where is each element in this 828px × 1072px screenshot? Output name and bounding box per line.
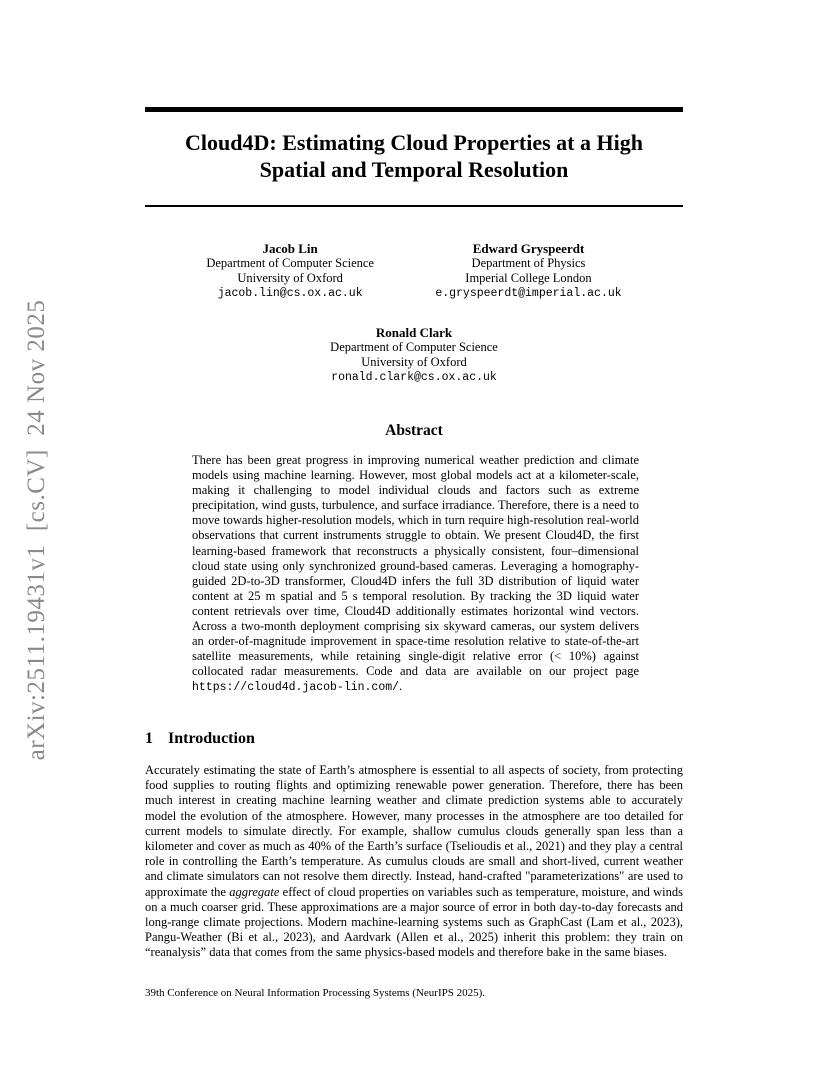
paper-title-line1: Cloud4D: Estimating Cloud Properties at a High [185, 130, 643, 155]
section-number: 1 [145, 730, 153, 747]
abstract-closing-period: . [399, 679, 403, 694]
author-email: ronald.clark@cs.ox.ac.uk [331, 371, 497, 384]
author-name: Edward Gryspeerdt [472, 241, 585, 256]
author-department: Department of Computer Science [206, 256, 374, 270]
introduction-paragraph [145, 763, 683, 961]
title-rule-top [145, 107, 683, 112]
abstract-text [192, 453, 639, 696]
authors-row [145, 241, 683, 301]
arxiv-watermark: arXiv:2511.19431v1 [cs.CV] 24 Nov 2025 [23, 299, 50, 761]
abstract-heading: Abstract [385, 422, 443, 439]
abstract-body-text: There has been great progress in improving numerical weather prediction and climate models using machine learning. However, most global models act at a kilometer-scale, making it challenging to model individual clouds and factors such as extreme precipitation, wind gusts, turbulence, and surface irradiance. Therefore, there is a need to move towards higher-resolution models, which in turn require high-resolution real-world observations that current instruments struggle to obtain. We present Cloud4D, the first learning-based framework that reconstructs a physically consistent, four–dimensional cloud state using only synchronized ground-based cameras. Leveraging a homography-guided 2D-to-3D transformer, Cloud4D infers the full 3D distribution of liquid water content at 25 m spatial and 5 s temporal resolution. By tracking the 3D liquid water content retrievals over time, Cloud4D additionally estimates horizontal wind vectors. Across a two-month deployment comprising six skyward cameras, our system delivers an order-of-magnitude improvement in space-time resolution relative to state-of-the-art satellite measurements, while retaining single-digit relative error (< 10%) against collocated radar measurements. Code and data are available on our project page [192, 453, 639, 679]
author-email: jacob.lin@cs.ox.ac.uk [217, 287, 363, 300]
authors-center-row [145, 325, 683, 385]
author-department: Department of Computer Science [330, 340, 498, 354]
author-block-jacob-lin [206, 241, 374, 301]
project-page-link[interactable]: https://cloud4d.jacob-lin.com/ [192, 681, 400, 695]
intro-text-part2: effect of cloud properties on variables such as temperature, moisture, and winds on a much coarser grid. These approximations are a major source of error in both day-to-day forecasts and long-range climate projections. Modern machine-learning systems such as GraphCast (Lam et al., 2023), Pangu-Weather (Bi et al., 2023), and Aardvark (Allen et al., 2025) inherit this problem: they train on “reanalysis” data that comes from the same physics-based models and therefore bake in the same biases. [145, 884, 684, 960]
title-rule-bottom [145, 205, 683, 207]
author-institution: University of Oxford [237, 271, 343, 285]
section-title: Introduction [168, 730, 255, 747]
author-name: Jacob Lin [262, 241, 318, 256]
author-institution: University of Oxford [361, 355, 467, 369]
section-heading-introduction [145, 730, 683, 748]
conference-footnote: 39th Conference on Neural Information Processing Systems (NeurIPS 2025). [145, 987, 486, 999]
author-institution: Imperial College London [465, 271, 592, 285]
author-email: e.gryspeerdt@imperial.ac.uk [435, 287, 622, 300]
paper-title [145, 129, 683, 183]
author-block-ronald-clark [330, 325, 498, 385]
intro-text-part1: Accurately estimating the state of Earth’s atmosphere is essential to all aspects of society, from protecting food supplies to routing flights and optimizing renewable power generation. Therefore, there has been much interest in creating machine learning weather and climate prediction systems able to accurately model the evolution of the atmosphere. However, many processes in the atmosphere are too detailed for current models to simulate directly. For example, shallow cumulus clouds generally span less than a kilometer and cover as much as 40% of the Earth’s surface (Tselioudis et al., 2021) and they play a central role in controlling the Earth’s temperature. As cumulus clouds are small and short-lived, current weather and climate simulators can not resolve them directly. Instead, hand-crafted "parameterizations" are used to approximate the [145, 763, 683, 899]
intro-italic-word: aggregate [229, 884, 280, 899]
paper-title-line2: Spatial and Temporal Resolution [259, 157, 569, 182]
author-name: Ronald Clark [375, 325, 453, 340]
author-block-edward-gryspeerdt [435, 241, 621, 301]
author-department: Department of Physics [471, 256, 586, 270]
